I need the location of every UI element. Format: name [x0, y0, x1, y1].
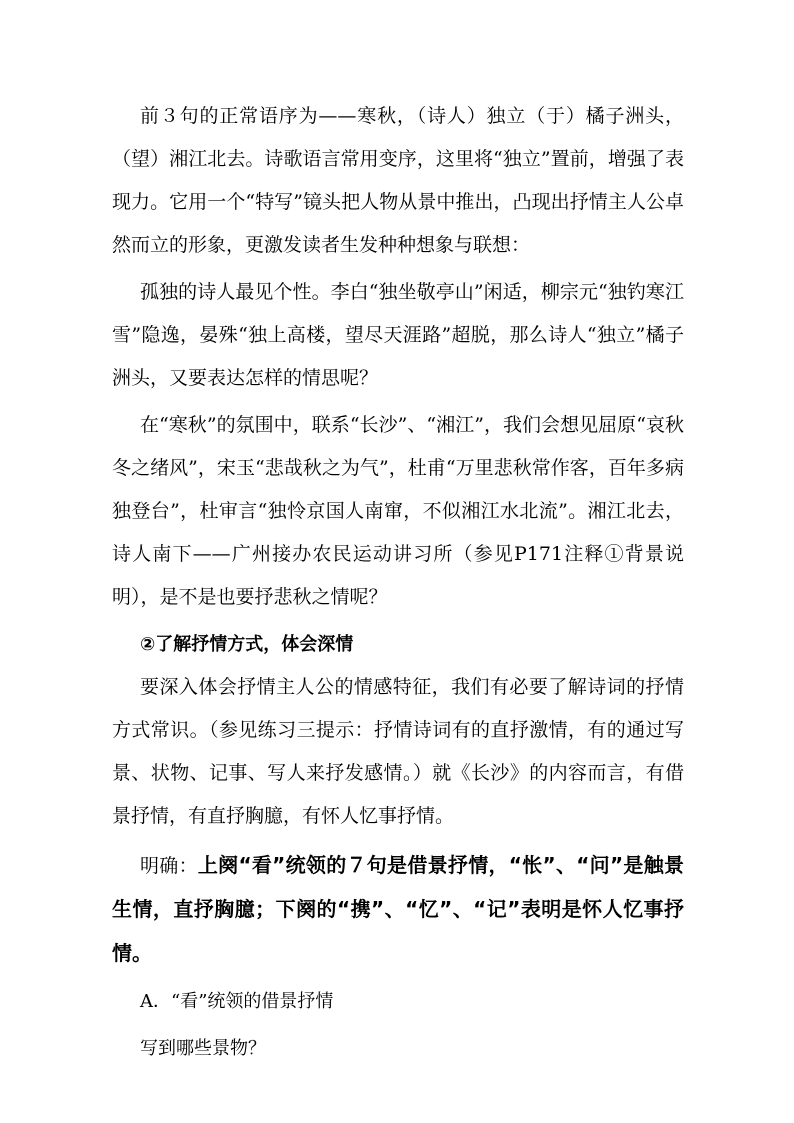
document-body [112, 95, 684, 1070]
paragraph-word-order: 前３句的正常语序为——寒秋，（诗人）独立（于）橘子洲头，（望）湘江北去。诗歌语言常用变序，这里将“独立”置前，增强了表现力。它用一个“特写”镜头把人物从景中推出，凸现出抒情主人公卓然而立的形象，更激发读者生发种种想象与联想： [112, 105, 684, 256]
section-heading: ②了解抒情方式，体会深情 [140, 634, 354, 655]
answer-label: 明确： [140, 855, 198, 877]
answer-paragraph [112, 844, 684, 976]
question-scenery: 写到哪些景物？ [140, 1038, 266, 1059]
subheading-a: A．“看”统领的借景抒情 [140, 991, 334, 1012]
paragraph-cold-autumn: 在“寒秋”的氛围中，联系“长沙”、“湘江”，我们会想见屈原“哀秋冬之绪风”，宋玉“悲哉秋之为气”，杜甫“万里悲秋常作客，百年多病独登台”，杜审言“独怜京国人南窜，不似湘江水北流”。湘江北去，诗人南下——广州接办农民运动讲习所（参见P171注释①背景说明），是不是也要抒悲秋之情呢？ [112, 414, 684, 608]
paragraph-lonely-poet: 孤独的诗人最见个性。李白“独坐敬亭山”闲适，柳宗元“独钓寒江雪”隐逸，晏殊“独上高楼，望尽天涯路”超脱，那么诗人“独立”橘子洲头，又要表达怎样的情思呢？ [112, 281, 684, 389]
paragraph-lyric-methods: 要深入体会抒情主人公的情感特征，我们有必要了解诗词的抒情方式常识。（参见练习三提示：抒情诗词有的直抒激情，有的通过写景、状物、记事、写人来抒发感情。）就《长沙》的内容而言，有借景抒情，有直抒胸臆，有怀人忆事抒情。 [112, 676, 684, 827]
answer-bold-text: 上阕“看”统领的７句是借景抒情，“怅”、“问”是触景生情，直抒胸臆；下阕的“携”、“忆”、“记”表明是怀人忆事抒情。 [112, 853, 684, 965]
